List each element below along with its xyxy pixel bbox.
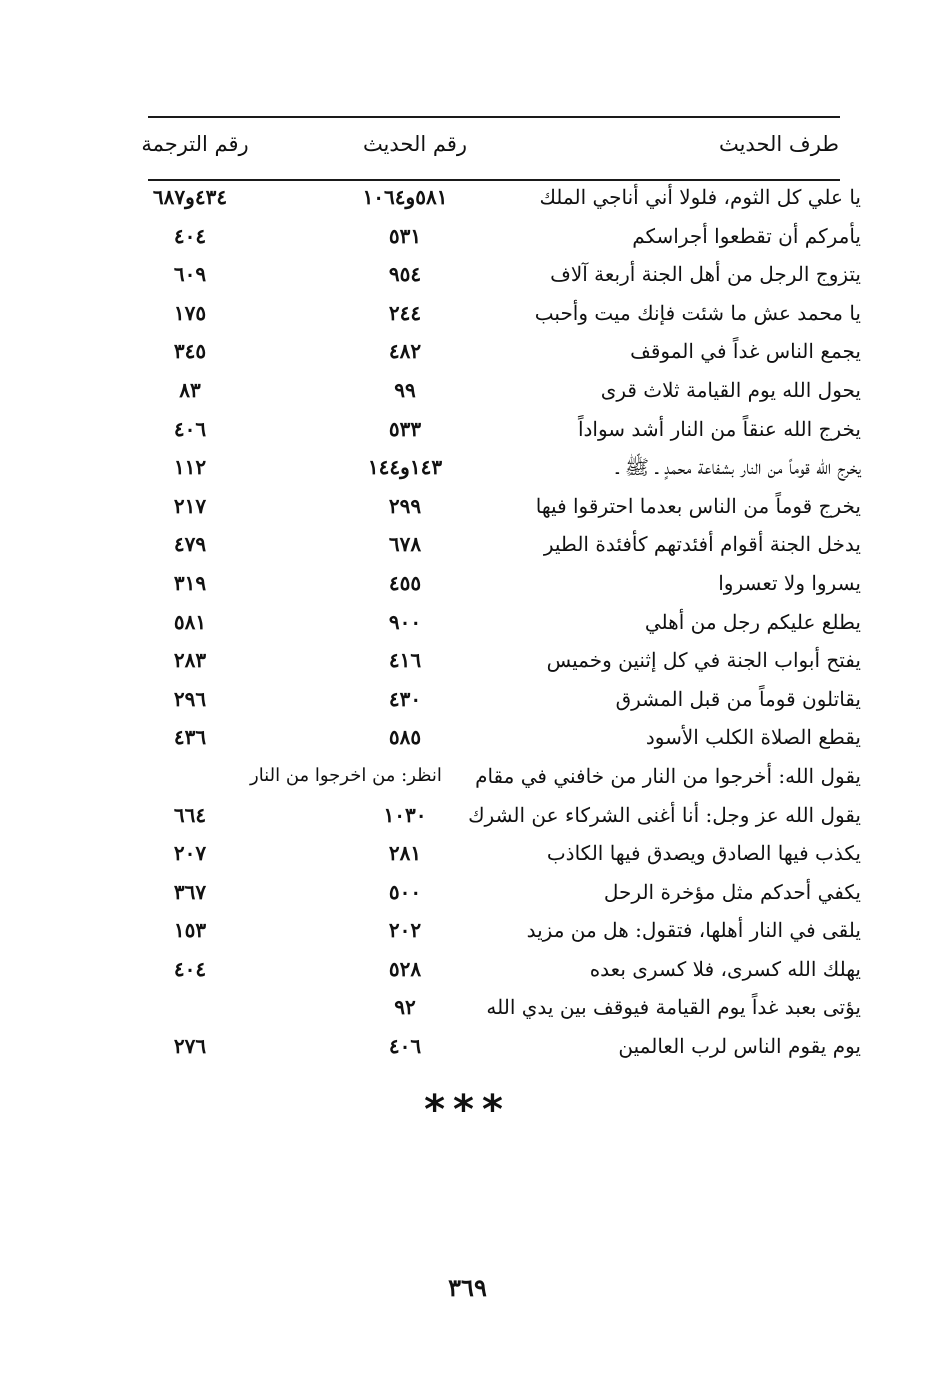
translation-number: ٢٨٣ — [173, 648, 207, 673]
translation-number: ١١٢ — [173, 455, 207, 480]
hadith-phrase: يطلع عليكم رجل من أهلي — [644, 609, 861, 634]
table-row — [0, 873, 935, 912]
hadith-phrase: يؤتى بعبد غداً يوم القيامة فيوقف بين يدي الله — [486, 995, 861, 1020]
hadith-number: ٥٠٠ — [388, 879, 422, 904]
hadith-number: ٥٣١ — [388, 223, 422, 248]
hadith-number: انظر: من اخرجوا من النار — [250, 764, 442, 786]
hadith-phrase: يا محمد عش ما شئت فإنك ميت وأحبب — [534, 300, 861, 325]
hadith-number: ٥٨٥ — [388, 725, 422, 750]
table-row — [0, 255, 935, 294]
hadith-number: ٢٩٩ — [388, 493, 422, 518]
hadith-number: ٢٠٢ — [388, 918, 422, 943]
translation-number: ٢٧٦ — [173, 1034, 207, 1059]
hadith-number: ٦٧٨ — [388, 532, 422, 557]
table-row — [0, 911, 935, 950]
hadith-number: ٤١٦ — [388, 648, 422, 673]
section-end-stars: *** — [424, 1087, 511, 1133]
table-row — [0, 950, 935, 989]
hadith-phrase: يخرج قوماً من الناس بعدما احترقوا فيها — [535, 493, 861, 518]
hadith-phrase: يقطع الصلاة الكلب الأسود — [645, 725, 861, 750]
translation-number: ٣٤٥ — [173, 339, 207, 364]
table-row — [0, 834, 935, 873]
table-row — [0, 603, 935, 642]
hadith-phrase: يكفي أحدكم مثل مؤخرة الرحل — [603, 879, 861, 904]
table-row — [0, 796, 935, 835]
table-row — [0, 294, 935, 333]
table-row — [0, 448, 935, 487]
table-row — [0, 641, 935, 680]
table-top-rule — [148, 116, 840, 118]
translation-number — [138, 988, 242, 1027]
hadith-phrase: يخرج الله عنقاً من النار أشد سواداً — [577, 416, 861, 441]
hadith-phrase: يلقى في النار أهلها، فتقول: هل من مزيد — [526, 918, 861, 943]
hadith-number: ٥٣٣ — [388, 416, 422, 441]
hadith-phrase: يا علي كل الثوم، فلولا أني أناجي الملك — [539, 185, 861, 209]
hadith-phrase: يقول الله عز وجل: أنا أغنى الشركاء عن الشرك — [468, 802, 861, 827]
hadith-number: ٤٨٢ — [388, 339, 422, 364]
hadith-phrase: يخرج الله قوماً من النار بشفاعة محمدٍ ـ ﷺ ـ — [616, 455, 861, 480]
translation-number: ٢٩٦ — [173, 686, 207, 711]
hadith-phrase: يفتح أبواب الجنة في كل إثنين وخميس — [546, 648, 861, 673]
translation-number: ٦٠٩ — [173, 262, 207, 287]
hadith-phrase: يجمع الناس غداً في الموقف — [630, 339, 861, 364]
hadith-number: ٤٥٥ — [388, 570, 422, 595]
translation-number: ١٥٣ — [173, 918, 207, 943]
translation-number: ٥٨١ — [173, 609, 207, 634]
table-row — [0, 680, 935, 719]
translation-number — [138, 757, 242, 796]
hadith-number: ٩٥٤ — [388, 262, 422, 287]
translation-number: ٣٦٧ — [173, 879, 207, 904]
translation-number: ٢١٧ — [173, 493, 207, 518]
table-row — [0, 1027, 935, 1066]
table-row — [0, 564, 935, 603]
hadith-number: ٥٢٨ — [388, 956, 422, 981]
hadith-phrase: يكذب فيها الصادق ويصدق فيها الكاذب — [546, 841, 861, 866]
translation-number: ٤٣٦ — [173, 725, 207, 750]
header-translation-number: رقم الترجمة — [141, 132, 249, 156]
hadith-number: ٥٨١و١٠٦٤ — [362, 185, 448, 209]
hadith-number: ١٤٣و١٤٤ — [367, 455, 443, 480]
table-row — [0, 332, 935, 371]
translation-number: ٣١٩ — [173, 570, 207, 595]
hadith-number: ٩٠٠ — [388, 609, 422, 634]
hadith-number: ٢٤٤ — [388, 300, 422, 325]
table-row — [0, 525, 935, 564]
hadith-phrase: يتزوج الرجل من أهل الجنة أربعة آلاف — [550, 262, 861, 287]
table-row — [0, 988, 935, 1027]
hadith-number: ٩٩ — [394, 377, 416, 402]
translation-number: ٢٠٧ — [173, 841, 207, 866]
hadith-phrase: يقول الله: أخرجوا من النار من خافني في مقام — [475, 763, 861, 788]
hadith-phrase: يأمركم أن تقطعوا أجراسكم — [632, 223, 861, 248]
translation-number: ٦٦٤ — [173, 802, 207, 827]
header-hadith-number: رقم الحديث — [362, 132, 468, 156]
page-number: ٣٦٩ — [448, 1273, 487, 1302]
table-body — [0, 178, 935, 1066]
hadith-number: ٢٨١ — [388, 841, 422, 866]
hadith-phrase: يقاتلون قوماً من قبل المشرق — [615, 686, 861, 711]
table-row — [0, 178, 935, 217]
hadith-phrase: يوم يقوم الناس لرب العالمين — [618, 1034, 861, 1059]
table-row — [0, 371, 935, 410]
hadith-number: ٤٣٠ — [388, 686, 422, 711]
translation-number: ٤٠٦ — [173, 416, 207, 441]
header-phrase: طرف الحديث — [718, 132, 839, 156]
table-row — [0, 487, 935, 526]
table-row — [0, 217, 935, 256]
hadith-phrase: يسروا ولا تعسروا — [718, 570, 861, 595]
table-row — [0, 718, 935, 757]
hadith-phrase: يهلك الله كسرى، فلا كسرى بعده — [589, 956, 861, 981]
translation-number: ٤٣٤و٦٨٧ — [152, 185, 228, 209]
translation-number: ٨٣ — [179, 377, 201, 402]
translation-number: ٤٠٤ — [173, 223, 207, 248]
hadith-phrase: يدخل الجنة أقوام أفئدتهم كأفئدة الطير — [543, 532, 861, 557]
hadith-phrase: يحول الله يوم القيامة ثلاث قرى — [600, 377, 861, 402]
hadith-number: ٤٠٦ — [388, 1034, 422, 1059]
translation-number: ٤٠٤ — [173, 956, 207, 981]
hadith-number: ١٠٣٠ — [383, 802, 427, 827]
table-row — [0, 757, 935, 796]
translation-number: ٤٧٩ — [173, 532, 207, 557]
hadith-number: ٩٢ — [394, 995, 416, 1020]
translation-number: ١٧٥ — [173, 300, 207, 325]
table-row — [0, 410, 935, 449]
